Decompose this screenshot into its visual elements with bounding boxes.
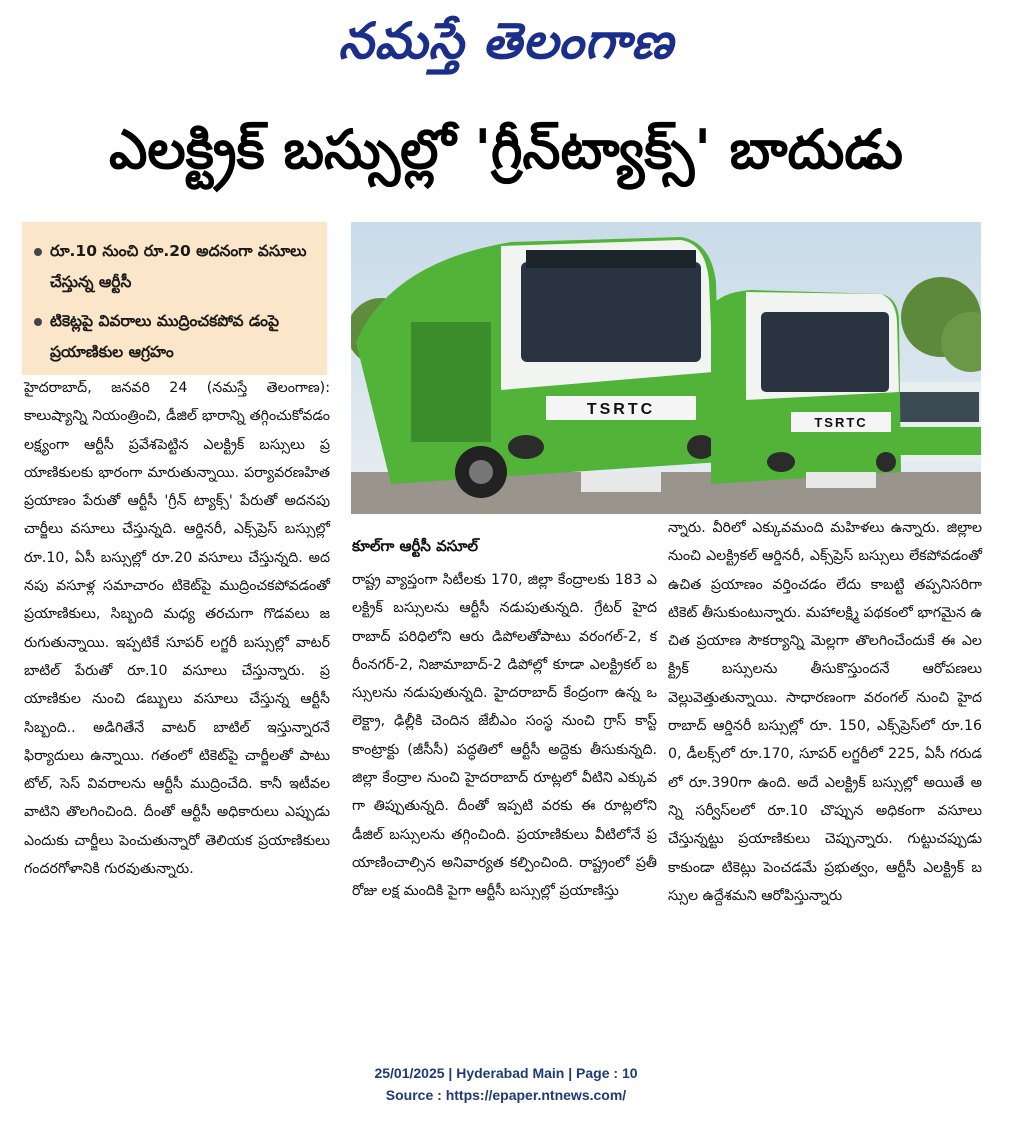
bus-photo xyxy=(351,222,981,514)
article-column-1: హైదరాబాద్, జనవరి 24 (నమస్తే తెలంగాణ): కాలుష్యాన్ని నియంత్రించి, డీజిల్ భారాన్ని తగ్గించుకోవడం లక్ష్యంగా ఆర్టీసీ ప్రవేశపెట్టిన ఎలక్ట్రిక్ బస్సులు ప్రయాణికులకు భారంగా మారుతున్నాయి. పర్యావరణహిత ప్రయాణం పేరుతో ఆర్టీసీ 'గ్రీన్ ట్యాక్స్' పేరుతో అదనపు చార్జీలు వసూలు చేస్తున్నది. ఆర్డినరీ, ఎక్స్‌ప్రెస్ బస్సుల్లో రూ.10, ఏసీ బస్సుల్లో రూ.20 వసూలు చేస్తున్నది. అదనపు వసూళ్ల సమాచారం టికెట్‌పై ముద్రించకపోవడంతో ప్రయాణికులు, సిబ్బంది మధ్య తరచుగా గొడవలు జరుగుతున్నాయి. ఇప్పటికే సూపర్ లగ్జరీ బస్సుల్లో వాటర్ బాటిల్ పేరుతో రూ.10 వసూలు చేస్తున్నారు. ప్రయాణికుల నుంచి డబ్బులు వసూలు చేస్తున్న ఆర్టీసీ సిబ్బంది.. అడిగితేనే వాటర్ బాటిల్ ఇస్తున్నారనే ఫిర్యాదులు ఉన్నాయి. గతంలో టికెట్‌పై చార్జీలతో పాటు టోల్, సెస్ వివరాలను ఆర్టీసీ ముద్రించేది. కానీ ఇటీవల వాటిని తొలగించింది. దీంతో ఆర్టీసీ అధికారులు ఎప్పుడు ఎందుకు చార్జీలు పెంచుతున్నారో తెలియక ప్రయాణికులు గందరగోళానికి గురవుతున్నారు. xyxy=(24,380,330,878)
subheading: కూల్‌గా ఆర్టీసీ వసూల్ xyxy=(352,537,478,555)
highlight-text: టికెట్లపై వివరాలు ముద్రించకపోవ డంపై ప్రయాణికుల ఆగ్రహం xyxy=(50,312,280,361)
highlights-box xyxy=(22,222,327,375)
highlight-item xyxy=(34,236,317,298)
newspaper-title: నమస్తే తెలంగాణ xyxy=(338,11,674,70)
bus-label: TSRTC xyxy=(586,401,656,418)
article-column-2: రాష్ట్ర వ్యాప్తంగా సిటీలకు 170, జిల్లా కేంద్రాలకు 183 ఎలక్ట్రిక్ బస్సులను ఆర్టీసీ నడుపుతున్నది. గ్రేటర్ హైదరాబాద్ పరిధిలోని ఆరు డిపోలతోపాటు వరంగల్-2, కరీంనగర్-2, నిజామాబాద్-2 డిపోల్లో కూడా ఎలక్ట్రికల్ బస్సులను నడుపుతున్నది. హైదరాబాద్ కేంద్రంగా ఉన్న ఒలెక్ట్రా, ఢిల్లీకి చెందిన జేబీఎం సంస్థ నుంచి గ్రాస్ కాస్ట్ కాంట్రాక్టు (జీసీసీ) పద్ధతిలో ఆర్టీసీ అద్దెకు తీసుకున్నది. జిల్లా కేంద్రాల నుంచి హైదరాబాద్ రూట్లలో వీటిని ఎక్కువగా తిప్పుతున్నది. దీంతో ఇప్పటి వరకు ఈ రూట్లలోని డీజిల్ బస్సులను తగ్గించింది. ప్రయాణికులు వీటిలోనే ప్రయాణించాల్సిన అనివార్యత కల్పించింది. రాష్ట్రంలో ప్రతీ రోజు లక్ష మందికి పైగా ఆర్టీసీ బస్సుల్లో ప్రయాణిస్తు xyxy=(352,572,657,900)
bullet-icon xyxy=(34,318,42,326)
article-headline xyxy=(22,100,990,200)
bus-label: TSRTC xyxy=(814,415,868,430)
source-info: Source : https://epaper.ntnews.com/ xyxy=(385,1087,627,1103)
edition-info: 25/01/2025 | Hyderabad Main | Page : 10 xyxy=(374,1065,638,1081)
electric-buses-illustration xyxy=(351,222,981,514)
headline-text: ఎలక్ట్రిక్ బస్సుల్లో 'గ్రీన్‌ట్యాక్స్' బాదుడు xyxy=(108,118,903,181)
bullet-icon xyxy=(34,248,42,256)
highlight-text: రూ.10 నుంచి రూ.20 అదనంగా వసూలు చేస్తున్న ఆర్టీసీ xyxy=(50,242,307,291)
article-column-3: న్నారు. వీరిలో ఎక్కువమంది మహిళలు ఉన్నారు. జిల్లాల నుంచి ఎలక్ట్రికల్ ఆర్డినరీ, ఎక్స్‌ప్రెస్ బస్సులు లేకపోవడంతో ఉచిత ప్రయాణం వర్తించడం లేదు కాబట్టి తప్పనిసరిగా టికెట్ తీసుకుంటున్నారు. మహాలక్ష్మి పథకంలో భాగమైన ఉచిత ప్రయాణ సౌకర్యాన్ని మెల్లగా తొలగించేందుకే ఈ ఎలక్ట్రిక్ బస్సులను తీసుకొస్తుందనే ఆరోపణలు వెల్లువెత్తుతున్నాయి. సాధారణంగా వరంగల్ నుంచి హైదరాబాద్ ఆర్డినరీ బస్సుల్లో రూ. 150, ఎక్స్‌ప్రెస్‌లో రూ.160, డీలక్స్‌లో రూ.170, సూపర్ లగ్జరీలో 225, ఏసీ గరుడలో రూ.390గా ఉంది. అదే ఎలక్ట్రిక్ బస్సుల్లో అయితే అన్ని సర్వీస్‌లలో రూ.10 చొప్పున అధికంగా వసూలు చేస్తున్నట్టు ప్రయాణికులు చెప్పున్నారు. గుట్టుచప్పుడు కాకుండా టికెట్లు పెంచడమే ప్రభుత్వం, ఆర్టీసీ ఎలక్ట్రిక్ బస్సుల ఉద్దేశమని ఆరోపిస్తున్నారు xyxy=(668,520,982,904)
page-footer xyxy=(0,1062,1012,1106)
masthead xyxy=(0,6,1012,78)
highlight-item xyxy=(34,306,317,368)
